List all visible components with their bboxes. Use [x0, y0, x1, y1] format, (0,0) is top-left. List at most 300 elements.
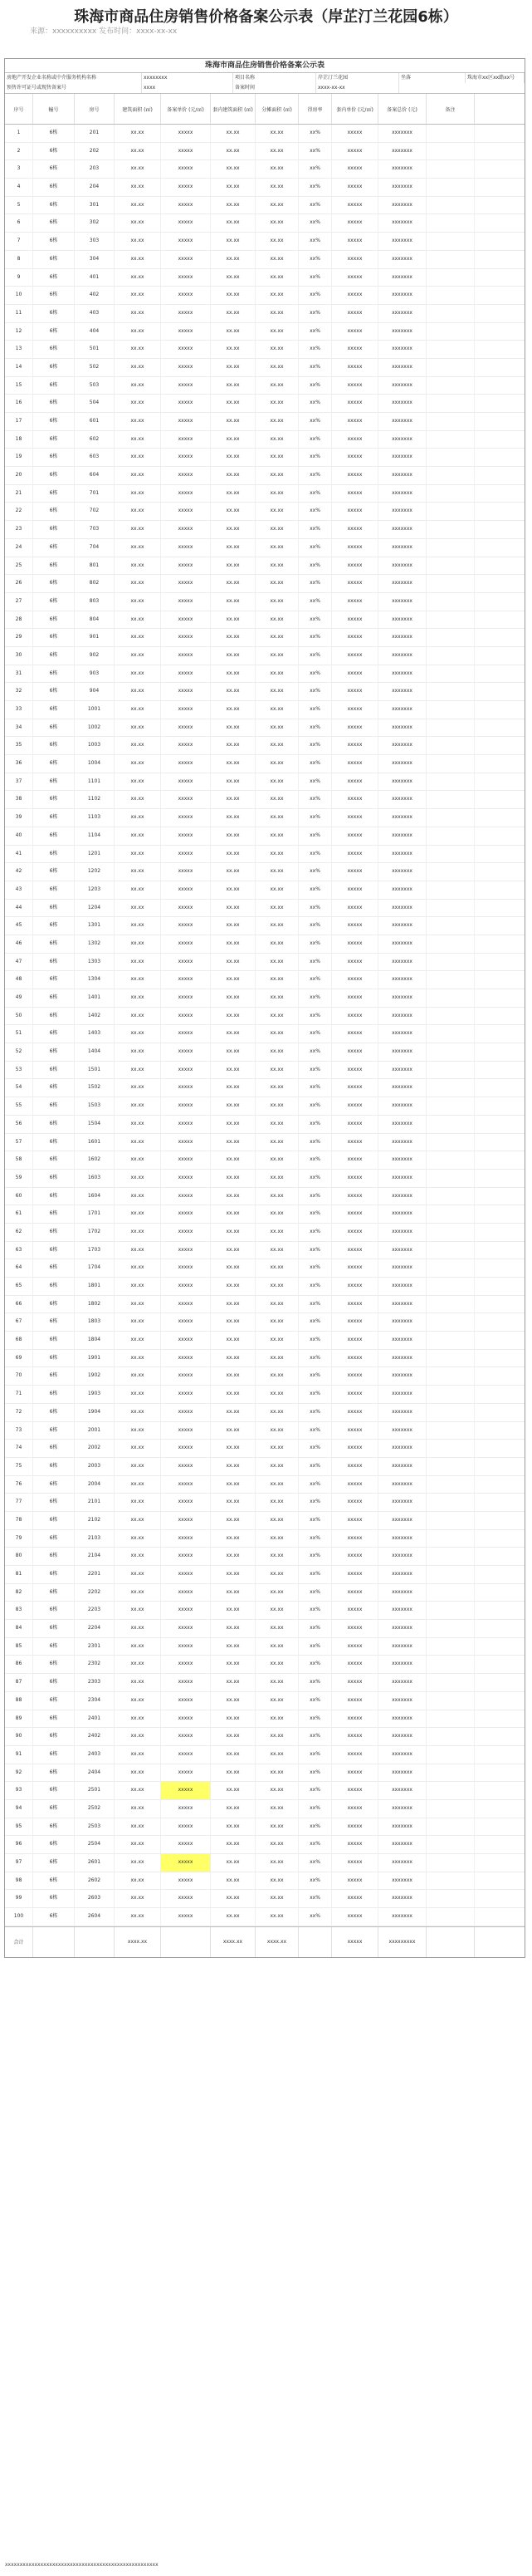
cell-unit-price: xxxxx: [161, 1566, 211, 1583]
info-cell: xxxx: [142, 83, 233, 93]
cell-note: [427, 1764, 475, 1782]
cell-building: 6栋: [33, 179, 75, 196]
cell-note: [427, 1494, 475, 1511]
cell-note: [427, 503, 475, 520]
cell-unit-price: xxxxx: [161, 737, 211, 754]
cell-total: xxxxxxx: [378, 1278, 427, 1295]
cell-ratio: xx%: [299, 611, 332, 629]
cell-ratio: xx%: [299, 485, 332, 503]
cell-shared: xx.xx: [256, 989, 299, 1007]
cell-room: 2102: [75, 1512, 115, 1529]
total-cell: xxxx.xx: [211, 1927, 256, 1957]
cell-shared: xx.xx: [256, 773, 299, 791]
cell-room: 2203: [75, 1602, 115, 1619]
table-row: [5, 233, 525, 251]
cell-unit-price: xxxxx: [161, 1008, 211, 1025]
cell-no: 75: [5, 1458, 33, 1475]
cell-note: [427, 1043, 475, 1061]
cell-total: xxxxxxx: [378, 1746, 427, 1764]
info-cell: 珠海市xx区xx路xx号: [466, 73, 525, 83]
table-row: [5, 719, 525, 738]
cell-inner-price: xxxxx: [332, 1872, 378, 1890]
cell-total: xxxxxxx: [378, 557, 427, 575]
cell-shared: xx.xx: [256, 1620, 299, 1637]
table-row: [5, 1620, 525, 1638]
cell-no: 12: [5, 323, 33, 341]
cell-note: [427, 179, 475, 196]
cell-unit-price: xxxxx: [161, 917, 211, 935]
cell-building: 6栋: [33, 160, 75, 178]
cell-area: xx.xx: [115, 773, 161, 791]
cell-total: xxxxxxx: [378, 269, 427, 287]
cell-unit-price: xxxxx: [161, 1692, 211, 1710]
cell-no: 67: [5, 1313, 33, 1331]
cell-shared: xx.xx: [256, 1134, 299, 1151]
cell-no: 34: [5, 719, 33, 737]
cell-room: 604: [75, 467, 115, 484]
cell-no: 4: [5, 179, 33, 196]
cell-inner: xx.xx: [211, 449, 256, 466]
cell-shared: xx.xx: [256, 395, 299, 412]
cell-inner-price: xxxxx: [332, 954, 378, 971]
cell-ratio: xx%: [299, 954, 332, 971]
cell-total: xxxxxxx: [378, 1025, 427, 1043]
cell-unit-price: xxxxx: [161, 341, 211, 358]
cell-inner: xx.xx: [211, 1746, 256, 1764]
table-row: [5, 1746, 525, 1764]
cell-inner: xx.xx: [211, 1476, 256, 1494]
cell-unit-price: xxxxx: [161, 954, 211, 971]
cell-ratio: xx%: [299, 791, 332, 808]
cell-note: [427, 233, 475, 250]
cell-building: 6栋: [33, 846, 75, 863]
cell-note: [427, 719, 475, 737]
cell-no: 76: [5, 1476, 33, 1494]
cell-total: xxxxxxx: [378, 881, 427, 899]
cell-shared: xx.xx: [256, 1350, 299, 1367]
cell-shared: xx.xx: [256, 287, 299, 304]
cell-total: xxxxxxx: [378, 846, 427, 863]
cell-area: xx.xx: [115, 143, 161, 160]
cell-room: 1504: [75, 1116, 115, 1133]
cell-room: 1502: [75, 1079, 115, 1097]
cell-building: 6栋: [33, 1296, 75, 1313]
cell-room: 1001: [75, 701, 115, 719]
cell-note: [427, 1728, 475, 1745]
cell-inner-price: xxxxx: [332, 1602, 378, 1619]
cell-building: 6栋: [33, 1674, 75, 1691]
cell-room: 1704: [75, 1259, 115, 1277]
cell-no: 27: [5, 593, 33, 611]
cell-note: [427, 1638, 475, 1656]
cell-room: 803: [75, 593, 115, 611]
cell-inner-price: xxxxx: [332, 900, 378, 917]
cell-inner-price: xxxxx: [332, 143, 378, 160]
cell-no: 91: [5, 1746, 33, 1764]
cell-area: xx.xx: [115, 1350, 161, 1367]
cell-unit-price: xxxxx: [161, 395, 211, 412]
cell-room: 903: [75, 665, 115, 683]
cell-no: 51: [5, 1025, 33, 1043]
cell-area: xx.xx: [115, 431, 161, 449]
cell-building: 6栋: [33, 755, 75, 773]
total-cell: [161, 1927, 211, 1957]
cell-total: xxxxxxx: [378, 1332, 427, 1349]
table-row: [5, 827, 525, 846]
cell-inner-price: xxxxx: [332, 1530, 378, 1548]
cell-total: xxxxxxx: [378, 323, 427, 341]
cell-shared: xx.xx: [256, 1674, 299, 1691]
cell-no: 1: [5, 125, 33, 142]
cell-area: xx.xx: [115, 1259, 161, 1277]
cell-total: xxxxxxx: [378, 1728, 427, 1745]
cell-building: 6栋: [33, 1638, 75, 1656]
table-row: [5, 1386, 525, 1404]
cell-room: 503: [75, 377, 115, 395]
cell-inner: xx.xx: [211, 1440, 256, 1457]
cell-room: 2204: [75, 1620, 115, 1637]
cell-inner: xx.xx: [211, 1458, 256, 1475]
cell-inner-price: xxxxx: [332, 1116, 378, 1133]
cell-shared: xx.xx: [256, 755, 299, 773]
cell-building: 6栋: [33, 647, 75, 665]
cell-shared: xx.xx: [256, 1512, 299, 1529]
cell-room: 2104: [75, 1548, 115, 1565]
cell-inner-price: xxxxx: [332, 791, 378, 808]
cell-inner-price: xxxxx: [332, 1548, 378, 1565]
cell-ratio: xx%: [299, 269, 332, 287]
cell-inner: xx.xx: [211, 1224, 256, 1241]
cell-inner: xx.xx: [211, 1367, 256, 1385]
cell-ratio: xx%: [299, 1764, 332, 1782]
cell-area: xx.xx: [115, 1494, 161, 1511]
cell-ratio: xx%: [299, 683, 332, 700]
cell-inner: xx.xx: [211, 701, 256, 719]
cell-no: 58: [5, 1151, 33, 1169]
cell-shared: xx.xx: [256, 1170, 299, 1187]
cell-ratio: xx%: [299, 1134, 332, 1151]
cell-shared: xx.xx: [256, 1458, 299, 1475]
cell-total: xxxxxxx: [378, 1404, 427, 1421]
info-cell: xxxxxxxx: [142, 73, 233, 83]
table-row: [5, 1404, 525, 1422]
cell-ratio: xx%: [299, 1440, 332, 1457]
cell-room: 1203: [75, 881, 115, 899]
table-row: [5, 287, 525, 305]
cell-building: 6栋: [33, 1494, 75, 1511]
cell-ratio: xx%: [299, 1151, 332, 1169]
cell-inner: xx.xx: [211, 1205, 256, 1223]
cell-inner-price: xxxxx: [332, 1836, 378, 1853]
cell-note: [427, 1025, 475, 1043]
cell-note: [427, 1566, 475, 1583]
cell-note: [427, 1134, 475, 1151]
cell-room: 703: [75, 521, 115, 538]
cell-inner: xx.xx: [211, 305, 256, 322]
cell-inner: xx.xx: [211, 1386, 256, 1403]
cell-area: xx.xx: [115, 214, 161, 232]
cell-area: xx.xx: [115, 611, 161, 629]
cell-no: 5: [5, 197, 33, 214]
cell-ratio: xx%: [299, 1458, 332, 1475]
cell-ratio: xx%: [299, 647, 332, 665]
table-row: [5, 1242, 525, 1260]
cell-note: [427, 1062, 475, 1079]
cell-unit-price: xxxxx: [161, 1151, 211, 1169]
cell-ratio: xx%: [299, 881, 332, 899]
cell-total: xxxxxxx: [378, 143, 427, 160]
cell-total: xxxxxxx: [378, 1800, 427, 1818]
cell-room: 401: [75, 269, 115, 287]
cell-area: xx.xx: [115, 1332, 161, 1349]
cell-area: xx.xx: [115, 413, 161, 430]
cell-building: 6栋: [33, 935, 75, 953]
cell-inner-price: xxxxx: [332, 539, 378, 557]
cell-inner-price: xxxxx: [332, 1818, 378, 1836]
cell-inner: xx.xx: [211, 1638, 256, 1656]
cell-shared: xx.xx: [256, 791, 299, 808]
cell-building: 6栋: [33, 1259, 75, 1277]
cell-room: 404: [75, 323, 115, 341]
table-row: [5, 1566, 525, 1584]
cell-no: 95: [5, 1818, 33, 1836]
header-cell: 备案总价 (元): [378, 94, 427, 124]
cell-building: 6栋: [33, 413, 75, 430]
cell-room: 1204: [75, 900, 115, 917]
cell-note: [427, 575, 475, 592]
table-row: [5, 1854, 525, 1872]
cell-room: 902: [75, 647, 115, 665]
cell-room: 2402: [75, 1728, 115, 1745]
cell-shared: xx.xx: [256, 1025, 299, 1043]
cell-inner-price: xxxxx: [332, 665, 378, 683]
cell-building: 6栋: [33, 485, 75, 503]
cell-inner: xx.xx: [211, 395, 256, 412]
table-row: [5, 809, 525, 827]
cell-inner: xx.xx: [211, 1674, 256, 1691]
cell-unit-price: xxxxx: [161, 233, 211, 250]
cell-ratio: xx%: [299, 1782, 332, 1799]
cell-note: [427, 1620, 475, 1637]
cell-inner-price: xxxxx: [332, 1224, 378, 1241]
cell-inner: xx.xx: [211, 647, 256, 665]
cell-building: 6栋: [33, 1908, 75, 1926]
table-row: [5, 485, 525, 503]
cell-inner-price: xxxxx: [332, 575, 378, 592]
cell-no: 89: [5, 1710, 33, 1728]
cell-total: xxxxxxx: [378, 521, 427, 538]
table-row: [5, 467, 525, 485]
cell-shared: xx.xx: [256, 1062, 299, 1079]
table-row: [5, 1332, 525, 1350]
cell-inner-price: xxxxx: [332, 1692, 378, 1710]
cell-inner-price: xxxxx: [332, 431, 378, 449]
cell-room: 1902: [75, 1367, 115, 1385]
cell-area: xx.xx: [115, 377, 161, 395]
cell-unit-price: xxxxx: [161, 214, 211, 232]
cell-ratio: xx%: [299, 539, 332, 557]
cell-inner: xx.xx: [211, 773, 256, 791]
cell-no: 52: [5, 1043, 33, 1061]
cell-shared: xx.xx: [256, 197, 299, 214]
table-row: [5, 431, 525, 449]
cell-shared: xx.xx: [256, 629, 299, 646]
cell-total: xxxxxxx: [378, 413, 427, 430]
cell-unit-price: xxxxx: [161, 1367, 211, 1385]
cell-total: xxxxxxx: [378, 989, 427, 1007]
cell-no: 73: [5, 1422, 33, 1440]
cell-room: 904: [75, 683, 115, 700]
cell-total: xxxxxxx: [378, 1638, 427, 1656]
table-row: [5, 935, 525, 954]
cell-area: xx.xx: [115, 827, 161, 845]
cell-room: 2602: [75, 1872, 115, 1890]
header-cell: 套内建筑面积 (㎡): [211, 94, 256, 124]
table-row: [5, 1908, 525, 1926]
cell-note: [427, 1404, 475, 1421]
cell-area: xx.xx: [115, 1079, 161, 1097]
cell-ratio: xx%: [299, 737, 332, 754]
cell-unit-price: xxxxx: [161, 701, 211, 719]
cell-room: 804: [75, 611, 115, 629]
cell-building: 6栋: [33, 1313, 75, 1331]
cell-area: xx.xx: [115, 719, 161, 737]
table-row: [5, 737, 525, 755]
cell-no: 83: [5, 1602, 33, 1619]
cell-room: 1102: [75, 791, 115, 808]
table-row: [5, 1818, 525, 1837]
table-row: [5, 143, 525, 161]
cell-total: xxxxxxx: [378, 449, 427, 466]
cell-unit-price: xxxxx: [161, 1170, 211, 1187]
cell-unit-price: xxxxx: [161, 1350, 211, 1367]
cell-no: 97: [5, 1854, 33, 1872]
table-row: [5, 665, 525, 684]
cell-total: xxxxxxx: [378, 701, 427, 719]
cell-shared: xx.xx: [256, 935, 299, 953]
cell-inner-price: xxxxx: [332, 881, 378, 899]
cell-ratio: xx%: [299, 1386, 332, 1403]
table-row: [5, 575, 525, 593]
cell-area: xx.xx: [115, 863, 161, 881]
cell-ratio: xx%: [299, 1728, 332, 1745]
cell-area: xx.xx: [115, 1620, 161, 1637]
cell-no: 38: [5, 791, 33, 808]
cell-inner: xx.xx: [211, 1332, 256, 1349]
cell-room: 1702: [75, 1224, 115, 1241]
cell-building: 6栋: [33, 665, 75, 683]
cell-room: 1602: [75, 1151, 115, 1169]
cell-inner: xx.xx: [211, 1134, 256, 1151]
cell-building: 6栋: [33, 1458, 75, 1475]
table-row: [5, 1710, 525, 1729]
cell-no: 26: [5, 575, 33, 592]
cell-total: xxxxxxx: [378, 1134, 427, 1151]
table-row: [5, 1458, 525, 1476]
total-cell: [75, 1927, 115, 1957]
table-row: [5, 1008, 525, 1026]
cell-building: 6栋: [33, 1620, 75, 1637]
cell-building: 6栋: [33, 377, 75, 395]
cell-area: xx.xx: [115, 160, 161, 178]
cell-no: 46: [5, 935, 33, 953]
cell-unit-price: xxxxx: [161, 305, 211, 322]
cell-note: [427, 1746, 475, 1764]
table-row: [5, 1890, 525, 1908]
cell-no: 50: [5, 1008, 33, 1025]
cell-unit-price: xxxxx: [161, 1854, 211, 1872]
table-row: [5, 1224, 525, 1242]
cell-area: xx.xx: [115, 323, 161, 341]
cell-inner: xx.xx: [211, 287, 256, 304]
cell-area: xx.xx: [115, 1404, 161, 1421]
info-cell: xxxx-xx-xx: [316, 83, 399, 93]
cell-ratio: xx%: [299, 1674, 332, 1691]
cell-room: 1202: [75, 863, 115, 881]
table-row: [5, 1350, 525, 1368]
cell-inner: xx.xx: [211, 737, 256, 754]
cell-inner: xx.xx: [211, 1620, 256, 1637]
cell-note: [427, 683, 475, 700]
cell-total: xxxxxxx: [378, 1512, 427, 1529]
cell-total: xxxxxxx: [378, 1908, 427, 1926]
cell-unit-price: xxxxx: [161, 160, 211, 178]
cell-area: xx.xx: [115, 1151, 161, 1169]
cell-building: 6栋: [33, 1710, 75, 1728]
cell-total: xxxxxxx: [378, 1710, 427, 1728]
cell-inner: xx.xx: [211, 1188, 256, 1205]
cell-building: 6栋: [33, 1350, 75, 1367]
cell-total: xxxxxxx: [378, 1079, 427, 1097]
cell-unit-price: xxxxx: [161, 935, 211, 953]
cell-area: xx.xx: [115, 683, 161, 700]
cell-inner: xx.xx: [211, 1025, 256, 1043]
cell-no: 2: [5, 143, 33, 160]
cell-inner: xx.xx: [211, 1818, 256, 1836]
cell-room: 2202: [75, 1584, 115, 1602]
cell-ratio: xx%: [299, 1224, 332, 1241]
cell-no: 14: [5, 359, 33, 376]
cell-no: 70: [5, 1367, 33, 1385]
cell-building: 6栋: [33, 1512, 75, 1529]
cell-building: 6栋: [33, 1367, 75, 1385]
cell-no: 71: [5, 1386, 33, 1403]
cell-building: 6栋: [33, 233, 75, 250]
cell-shared: xx.xx: [256, 359, 299, 376]
cell-area: xx.xx: [115, 1692, 161, 1710]
cell-ratio: xx%: [299, 1530, 332, 1548]
cell-inner-price: xxxxx: [332, 557, 378, 575]
cell-no: 86: [5, 1656, 33, 1673]
cell-note: [427, 143, 475, 160]
cell-area: xx.xx: [115, 1800, 161, 1818]
cell-shared: xx.xx: [256, 881, 299, 899]
cell-building: 6栋: [33, 773, 75, 791]
cell-area: xx.xx: [115, 269, 161, 287]
cell-note: [427, 1800, 475, 1818]
cell-total: xxxxxxx: [378, 629, 427, 646]
cell-inner-price: xxxxx: [332, 1620, 378, 1637]
cell-inner-price: xxxxx: [332, 1025, 378, 1043]
cell-inner-price: xxxxx: [332, 1313, 378, 1331]
table-row: [5, 377, 525, 395]
cell-total: xxxxxxx: [378, 305, 427, 322]
cell-shared: xx.xx: [256, 431, 299, 449]
cell-room: 1104: [75, 827, 115, 845]
cell-total: xxxxxxx: [378, 1692, 427, 1710]
cell-unit-price: xxxxx: [161, 1043, 211, 1061]
cell-room: 901: [75, 629, 115, 646]
